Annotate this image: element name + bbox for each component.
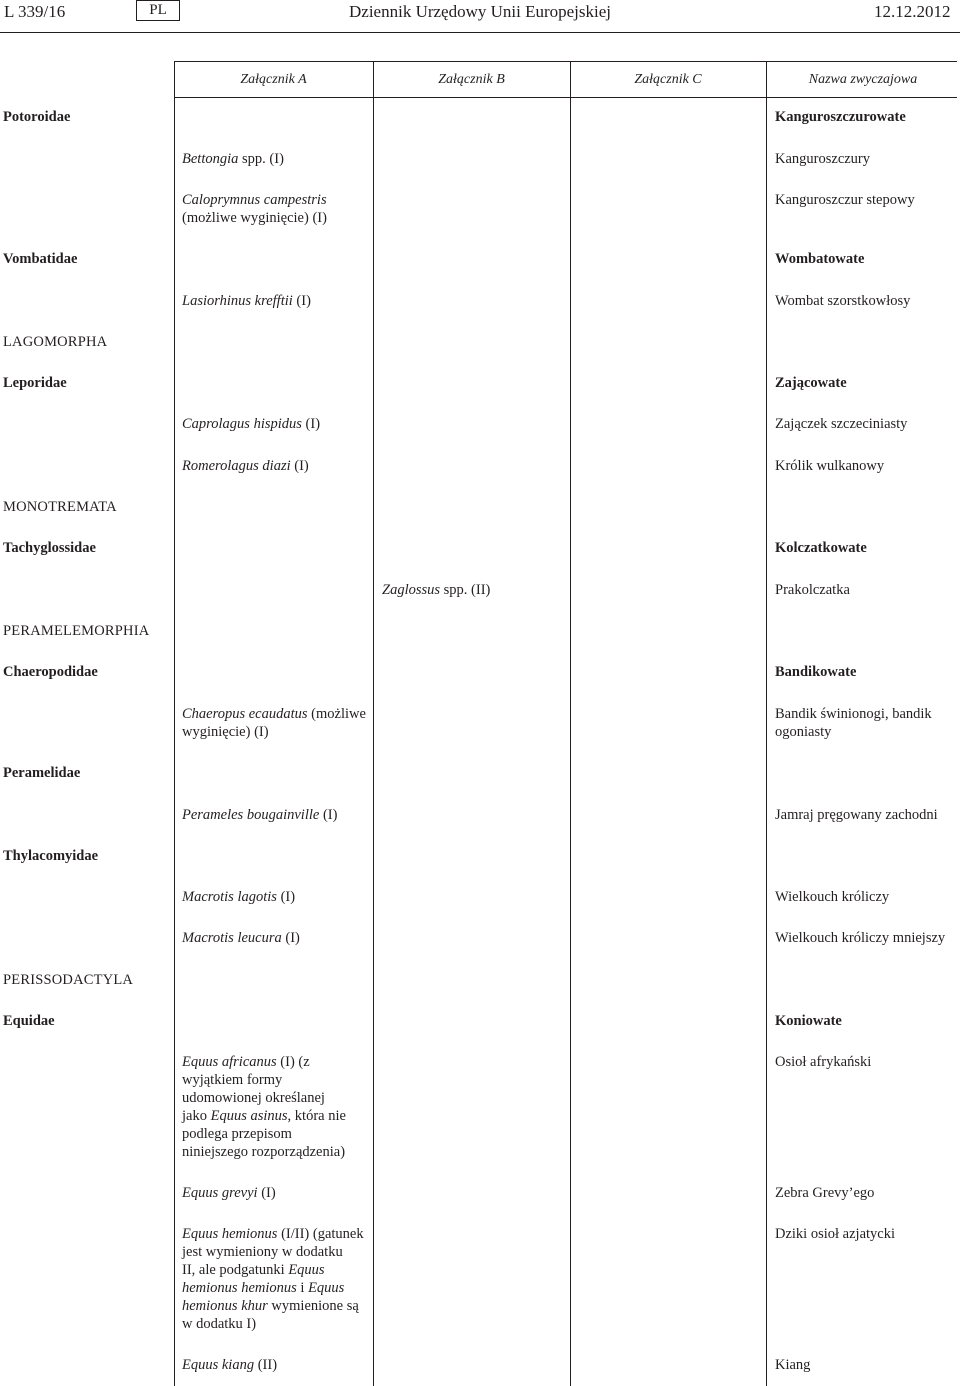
family-thylacomyidae: Thylacomyidae [3, 848, 99, 864]
table-top-rule [174, 61, 957, 62]
common-romerolagus: Królik wulkanowy [775, 458, 885, 474]
common-leporidae: Zającowate [775, 375, 847, 391]
family-potoroidae: Potoroidae [3, 109, 71, 125]
column-header-common-name: Nazwa zwyczajowa [808, 72, 918, 87]
order-lagomorpha: LAGOMORPHA [3, 334, 108, 350]
family-peramelidae: Peramelidae [3, 765, 81, 781]
common-equus-africanus: Osioł afrykański [775, 1054, 872, 1070]
order-peramelemorphia: PERAMELEMORPHIA [3, 623, 150, 639]
common-caprolagus: Zajączek szczeciniasty [775, 416, 908, 432]
column-header-annex-b: Załącznik B [438, 72, 505, 87]
common-equidae: Koniowate [775, 1013, 842, 1029]
species-caloprymnus: Caloprymnus campestris (możliwe wyginięcie) (I) [182, 192, 327, 226]
common-macrotis-lagotis: Wielkouch króliczy [775, 889, 890, 905]
divider-b-c [373, 61, 374, 1386]
common-chaeropodidae: Bandikowate [775, 664, 857, 680]
common-vombatidae: Wombatowate [775, 251, 865, 267]
family-equidae: Equidae [3, 1013, 55, 1029]
common-chaeropus: Bandik świnionogi, bandik ogoniasty [775, 706, 932, 740]
column-header-annex-a: Załącznik A [240, 72, 307, 87]
common-bettongia: Kanguroszczury [775, 151, 871, 167]
species-zaglossus: Zaglossus spp. (II) [382, 582, 491, 598]
species-equus-kiang: Equus kiang (II) [182, 1357, 278, 1373]
language-badge: PL [136, 0, 180, 21]
header-rule [0, 32, 960, 33]
column-header-rule [174, 97, 957, 98]
species-chaeropus: Chaeropus ecaudatus (możliwe wyginięcie) (I) [182, 706, 366, 740]
common-zaglossus: Prakolczatka [775, 582, 850, 598]
species-equus-africanus: Equus africanus (I) (z wyjątkiem formy udomowionej określanej jako Equus asinus, która nie podlega przepisom niniejszego rozporządzenia) [182, 1054, 346, 1160]
species-caprolagus: Caprolagus hispidus (I) [182, 416, 321, 432]
order-perissodactyla: PERISSODACTYLA [3, 972, 134, 988]
species-bettongia: Bettongia spp. (I) [182, 151, 284, 167]
publication-date: 12.12.2012 [874, 2, 951, 21]
journal-title: Dziennik Urzędowy Unii Europejskiej [349, 2, 612, 21]
common-equus-grevyi: Zebra Grevy’ego [775, 1185, 875, 1201]
common-potoroidae: Kanguroszczurowate [775, 109, 906, 125]
common-lasiorhinus: Wombat szorstkowłosy [775, 293, 911, 309]
species-perameles: Perameles bougainville (I) [182, 807, 338, 823]
family-tachyglossidae: Tachyglossidae [3, 540, 96, 556]
species-macrotis-lagotis: Macrotis lagotis (I) [182, 889, 296, 905]
column-header-annex-c: Załącznik C [634, 72, 702, 87]
species-macrotis-leucura: Macrotis leucura (I) [182, 930, 300, 946]
divider-a-b [174, 61, 175, 1386]
family-leporidae: Leporidae [3, 375, 67, 391]
common-caloprymnus: Kanguroszczur stepowy [775, 192, 915, 208]
divider-common [766, 61, 767, 1386]
common-macrotis-leucura: Wielkouch króliczy mniejszy [775, 930, 946, 946]
page-ref: L 339/16 [4, 2, 66, 21]
page-header [0, 0, 960, 26]
species-lasiorhinus: Lasiorhinus krefftii (I) [182, 293, 311, 309]
species-equus-hemionus: Equus hemionus (I/II) (gatunek jest wymieniony w dodatku II, ale podgatunki Equus hemionus hemionus i Equus hemionus khur wymienione są w dodatku I) [182, 1226, 364, 1332]
divider-c-common [570, 61, 571, 1386]
common-equus-hemionus: Dziki osioł azjatycki [775, 1226, 895, 1242]
family-vombatidae: Vombatidae [3, 251, 78, 267]
common-perameles: Jamraj pręgowany zachodni [775, 807, 938, 823]
species-equus-grevyi: Equus grevyi (I) [182, 1185, 276, 1201]
species-romerolagus: Romerolagus diazi (I) [182, 458, 309, 474]
common-tachyglossidae: Kolczatkowate [775, 540, 867, 556]
order-monotremata: MONOTREMATA [3, 499, 117, 515]
family-chaeropodidae: Chaeropodidae [3, 664, 98, 680]
common-equus-kiang: Kiang [775, 1357, 811, 1373]
